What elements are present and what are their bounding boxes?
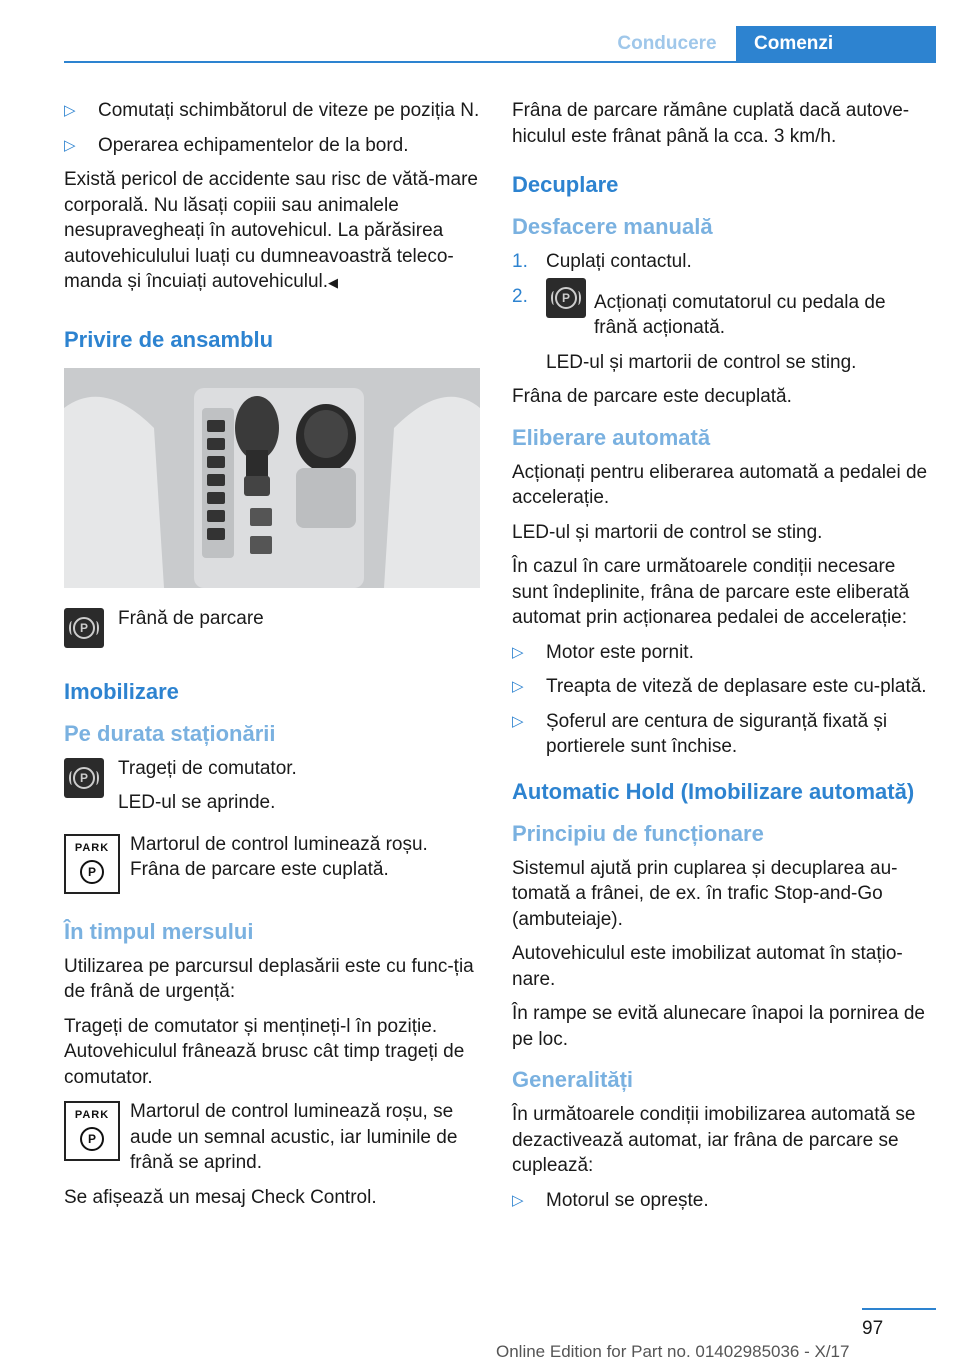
paragraph: În rampe se evită alunecare înapoi la pornirea de pe loc.	[512, 1003, 925, 1050]
paragraph: În următoarele condiții imobilizarea automată se dezactivează automat, iar frâna de parcare se cuplează:	[512, 1104, 916, 1176]
step-number: 2.	[512, 285, 528, 307]
warning-body: Există pericol de accidente sau risc de vătă‐mare corporală. Nu lăsați copiii sau animalele nesupravegheați în autovehicul. La părăsirea autovehiculului luați cu dumneavoastră teleco‐manda și încuiați autovehiculul.	[64, 169, 478, 292]
tab-comenzi[interactable]: Comenzi	[736, 26, 936, 62]
step-number: 1.	[512, 251, 528, 272]
paragraph: Sistemul ajută prin cuplarea și decuplarea au‐tomată a frânei, de ex. în trafic Stop-and-Go (ambuteiaje).	[512, 857, 898, 930]
footer-rule	[862, 1308, 936, 1310]
indicator-text: Martorul de control luminează roșu, se aude un semnal acustic, iar luminile de frână se aprind.	[130, 1101, 458, 1173]
paragraph: În cazul în care următoarele condiții necesare sunt îndeplinite, frâna de parcare este eliberată automat prin acționarea pedalei de accelerație:	[512, 556, 910, 628]
step-text: Acționați comutatorul cu pedala de frână acționată.	[594, 291, 886, 338]
warning-text	[64, 167, 480, 296]
heading-general: Generalități	[512, 1067, 634, 1092]
heading-principle: Principiu de funcționare	[512, 820, 764, 846]
header-rule	[64, 61, 936, 63]
list-item	[512, 1188, 928, 1214]
heading-release: Decuplare	[512, 172, 619, 197]
list-item-text: Operarea echipamentelor de la bord.	[98, 134, 409, 156]
page-header	[0, 0, 960, 62]
right-column	[512, 98, 928, 1222]
bullet-icon: ▷	[512, 678, 524, 695]
list-item	[512, 709, 928, 760]
heading-automatic-hold: Automatic Hold (Imobilizare automată)	[512, 778, 915, 804]
indicator-park-1	[64, 832, 480, 896]
caption-parking-brake	[64, 606, 480, 648]
list-item-text: Motor este pornit.	[546, 641, 694, 663]
step-2	[512, 284, 928, 341]
bullet-icon: ▷	[64, 102, 76, 119]
end-mark-icon: ◀	[328, 275, 339, 290]
parking-brake-switch-icon: P	[64, 758, 104, 798]
park-indicator-icon: PARK P	[64, 1101, 120, 1161]
list-item	[512, 640, 928, 666]
paragraph: Utilizarea pe parcursul deplasării este cu func‐ția de frână de urgență:	[64, 955, 474, 1002]
list-item-text: Șoferul are centura de siguranță fixată și portierele sunt închise.	[546, 710, 888, 757]
step-text: Cuplați contactul.	[546, 251, 692, 272]
step-1	[512, 249, 928, 275]
edition-note: Online Edition for Part no. 01402985036 - X/17	[496, 1342, 850, 1361]
heading-auto-release: Eliberare automată	[512, 424, 711, 450]
bullet-icon: ▷	[512, 643, 524, 661]
heading-driving: În timpul mersului	[64, 918, 254, 944]
paragraph: Frâna de parcare rămâne cuplată dacă autove‐hiculul este frânat până la cca. 3 km/h.	[512, 100, 910, 147]
indicator-park-2	[64, 1099, 480, 1176]
heading-overview: Privire de ansamblu	[64, 326, 274, 352]
step-subtext: LED-ul și martorii de control se sting.	[546, 351, 857, 373]
instruction-text: LED-ul se aprinde.	[118, 792, 276, 813]
list-item	[64, 98, 480, 124]
paragraph: Frâna de parcare este decuplată.	[512, 386, 792, 407]
photo-caption: Frână de parcare	[118, 607, 264, 629]
indicator-text: Martorul de control luminează roșu. Frâna de parcare este cuplată.	[130, 833, 428, 880]
paragraph: Autovehiculul este imobilizat automat în stațio‐nare.	[512, 943, 903, 990]
parking-brake-switch-icon: P	[64, 608, 104, 648]
tab-conducere[interactable]: Conducere	[617, 33, 717, 54]
paragraph: Acționați pentru eliberarea automată a pedalei de accelerație.	[512, 461, 928, 508]
console-photo	[64, 368, 480, 588]
list-item-text: Comutați schimbătorul de viteze pe poziția N.	[98, 100, 480, 121]
bullet-icon: ▷	[64, 136, 76, 154]
paragraph: Se afișează un mesaj Check Control.	[64, 1186, 377, 1208]
console-illustration	[64, 368, 480, 588]
bullet-icon: ▷	[512, 1191, 524, 1209]
park-indicator-icon: PARK P	[64, 834, 120, 894]
bullet-icon: ▷	[512, 712, 524, 730]
list-item	[512, 674, 928, 700]
heading-stationary: Pe durata staționării	[64, 720, 276, 746]
heading-manual-release: Desfacere manuală	[512, 214, 713, 239]
instruction-pull	[64, 756, 480, 816]
list-item-text: Treapta de viteză de deplasare este cu‐plată.	[546, 676, 927, 697]
list-item	[64, 133, 480, 159]
parking-brake-switch-icon: P	[546, 278, 586, 318]
page-number: 97	[862, 1318, 884, 1339]
instruction-text: Trageți de comutator.	[118, 757, 297, 779]
heading-immobilization: Imobilizare	[64, 678, 179, 704]
paragraph: Trageți de comutator și mențineți-l în poziție. Autovehiculul frânează brusc cât timp trageți de comutator.	[64, 1015, 465, 1088]
paragraph: LED-ul și martorii de control se sting.	[512, 521, 823, 543]
list-item-text: Motorul se oprește.	[546, 1189, 709, 1211]
left-column	[64, 98, 480, 1219]
